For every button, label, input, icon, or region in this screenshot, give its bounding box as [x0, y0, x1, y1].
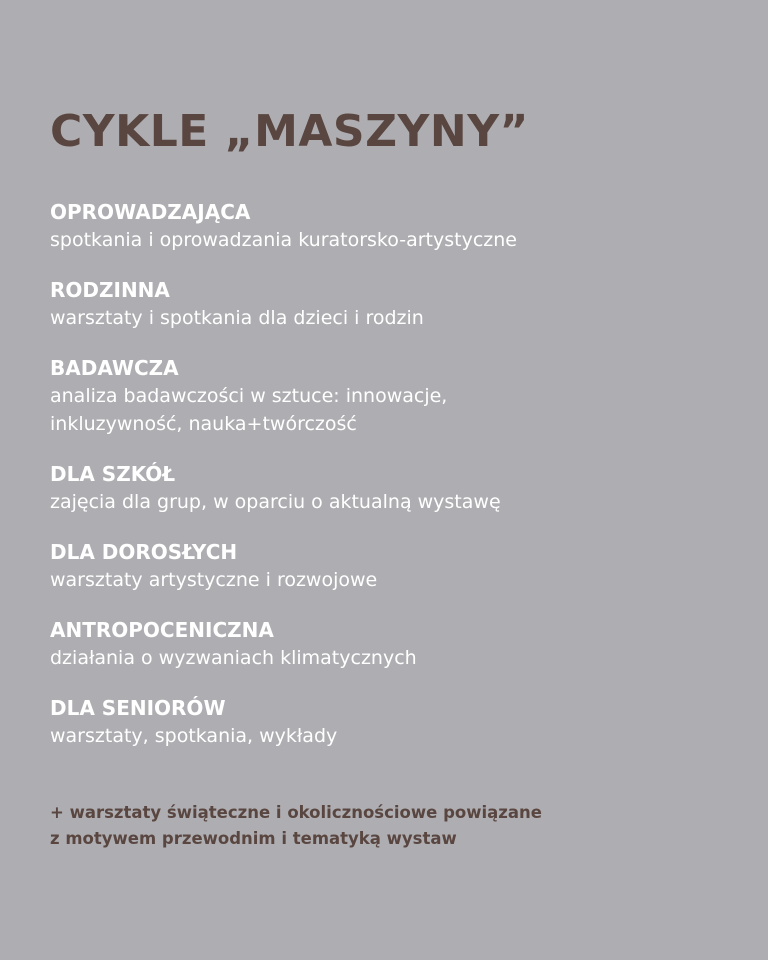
cycle-description: warsztaty i spotkania dla dzieci i rodzin	[50, 307, 424, 329]
cycle-name: DLA SENIORÓW	[50, 696, 226, 720]
cycle-item	[50, 616, 730, 672]
cycle-name: DLA DOROSŁYCH	[50, 540, 238, 564]
poster	[50, 0, 730, 960]
cycle-name: RODZINNA	[50, 278, 170, 302]
cycle-description: analiza badawczości w sztuce: innowacje, inkluzywność, nauka+twórczość	[50, 385, 448, 435]
cycle-item	[50, 276, 730, 332]
cycle-description: zajęcia dla grup, w oparciu o aktualną wystawę	[50, 491, 501, 513]
page-title: CYKLE „MASZYNY”	[50, 106, 529, 157]
cycle-name: BADAWCZA	[50, 356, 179, 380]
cycle-item	[50, 694, 730, 750]
cycle-name: ANTROPOCENICZNA	[50, 618, 274, 642]
footnote-line: z motywem przewodnim i tematyką wystaw	[50, 829, 457, 848]
cycle-description: warsztaty artystyczne i rozwojowe	[50, 569, 378, 591]
footnote	[50, 800, 542, 852]
cycle-item	[50, 538, 730, 594]
cycle-item	[50, 198, 730, 254]
cycle-description: warsztaty, spotkania, wykłady	[50, 725, 338, 747]
cycle-name: OPROWADZAJĄCA	[50, 200, 251, 224]
cycle-description: działania o wyzwaniach klimatycznych	[50, 647, 417, 669]
footnote-line: + warsztaty świąteczne i okolicznościowe powiązane	[50, 803, 542, 822]
cycle-item	[50, 354, 730, 438]
cycle-item	[50, 460, 730, 516]
cycle-name: DLA SZKÓŁ	[50, 462, 176, 486]
cycle-description: spotkania i oprowadzania kuratorsko-artystyczne	[50, 229, 517, 251]
cycle-list	[50, 198, 730, 772]
